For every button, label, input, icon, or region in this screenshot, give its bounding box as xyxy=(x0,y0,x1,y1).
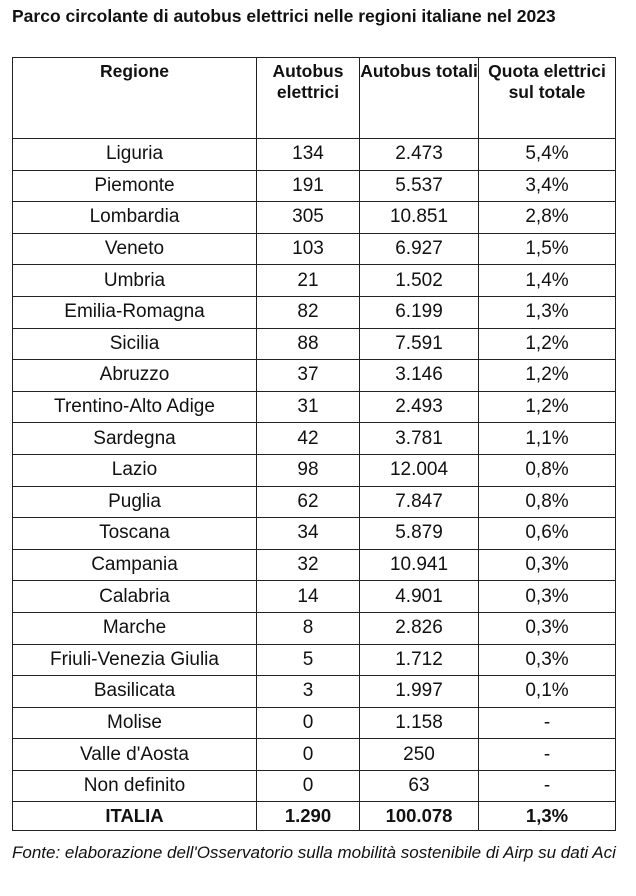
cell-region: Puglia xyxy=(13,486,257,518)
cell-electric: 32 xyxy=(257,549,360,581)
table-row xyxy=(13,139,616,171)
total-region: ITALIA xyxy=(13,802,257,831)
cell-share: 1,4% xyxy=(479,265,616,297)
cell-region: Campania xyxy=(13,549,257,581)
page-title: Parco circolante di autobus elettrici nelle regioni italiane nel 2023 xyxy=(12,6,556,26)
table-row xyxy=(13,739,616,771)
cell-total: 6.927 xyxy=(360,233,479,265)
cell-electric: 82 xyxy=(257,296,360,328)
cell-share: 3,4% xyxy=(479,170,616,202)
cell-region: Abruzzo xyxy=(13,360,257,392)
cell-region: Basilicata xyxy=(13,676,257,708)
cell-share: 0,3% xyxy=(479,612,616,644)
cell-total: 1.997 xyxy=(360,676,479,708)
cell-electric: 88 xyxy=(257,328,360,360)
cell-region: Toscana xyxy=(13,518,257,550)
cell-share: 0,3% xyxy=(479,549,616,581)
table-body xyxy=(13,139,616,802)
cell-electric: 134 xyxy=(257,139,360,171)
cell-region: Umbria xyxy=(13,265,257,297)
table-row xyxy=(13,518,616,550)
cell-region: Piemonte xyxy=(13,170,257,202)
cell-total: 5.537 xyxy=(360,170,479,202)
cell-region: Emilia-Romagna xyxy=(13,296,257,328)
total-electric: 1.290 xyxy=(257,802,360,831)
total-row xyxy=(13,802,616,831)
table-row xyxy=(13,486,616,518)
header-total-bus: Autobus totali xyxy=(360,58,479,139)
cell-region: Liguria xyxy=(13,139,257,171)
cell-region: Friuli-Venezia Giulia xyxy=(13,644,257,676)
cell-electric: 62 xyxy=(257,486,360,518)
source-note: Fonte: elaborazione dell'Osservatorio sulla mobilità sostenibile di Airp su dati Aci xyxy=(12,843,616,862)
cell-region: Veneto xyxy=(13,233,257,265)
table-header-row xyxy=(13,58,616,139)
cell-electric: 305 xyxy=(257,202,360,234)
cell-electric: 8 xyxy=(257,612,360,644)
cell-share: 0,8% xyxy=(479,486,616,518)
cell-electric: 3 xyxy=(257,676,360,708)
header-electric-bus: Autobus elettrici xyxy=(257,58,360,139)
cell-electric: 34 xyxy=(257,518,360,550)
table-row xyxy=(13,360,616,392)
cell-electric: 0 xyxy=(257,739,360,771)
cell-total: 1.502 xyxy=(360,265,479,297)
cell-share: 2,8% xyxy=(479,202,616,234)
electric-bus-table xyxy=(12,57,616,831)
cell-region: Molise xyxy=(13,707,257,739)
cell-electric: 0 xyxy=(257,770,360,802)
table-row xyxy=(13,328,616,360)
cell-total: 3.146 xyxy=(360,360,479,392)
cell-region: Trentino-Alto Adige xyxy=(13,391,257,423)
cell-share: 1,3% xyxy=(479,296,616,328)
cell-electric: 31 xyxy=(257,391,360,423)
cell-region: Valle d'Aosta xyxy=(13,739,257,771)
cell-total: 2.473 xyxy=(360,139,479,171)
table-row xyxy=(13,202,616,234)
total-total: 100.078 xyxy=(360,802,479,831)
cell-total: 5.879 xyxy=(360,518,479,550)
cell-total: 63 xyxy=(360,770,479,802)
table-row xyxy=(13,707,616,739)
cell-share: 1,2% xyxy=(479,391,616,423)
cell-share: 0,3% xyxy=(479,644,616,676)
cell-share: - xyxy=(479,707,616,739)
table-row xyxy=(13,423,616,455)
cell-share: - xyxy=(479,739,616,771)
cell-total: 1.158 xyxy=(360,707,479,739)
cell-share: 1,2% xyxy=(479,328,616,360)
cell-region: Lombardia xyxy=(13,202,257,234)
cell-total: 7.591 xyxy=(360,328,479,360)
table-row xyxy=(13,770,616,802)
table-row xyxy=(13,233,616,265)
cell-electric: 42 xyxy=(257,423,360,455)
cell-region: Non definito xyxy=(13,770,257,802)
cell-region: Calabria xyxy=(13,581,257,613)
table-row xyxy=(13,265,616,297)
header-share: Quota elettrici sul totale xyxy=(479,58,616,139)
table-row xyxy=(13,296,616,328)
table-row xyxy=(13,549,616,581)
table-row xyxy=(13,454,616,486)
cell-region: Sardegna xyxy=(13,423,257,455)
cell-total: 2.493 xyxy=(360,391,479,423)
cell-total: 10.851 xyxy=(360,202,479,234)
cell-region: Lazio xyxy=(13,454,257,486)
cell-share: 1,5% xyxy=(479,233,616,265)
cell-share: 0,6% xyxy=(479,518,616,550)
header-region: Regione xyxy=(13,58,257,139)
cell-region: Marche xyxy=(13,612,257,644)
cell-electric: 37 xyxy=(257,360,360,392)
table-row xyxy=(13,170,616,202)
cell-total: 1.712 xyxy=(360,644,479,676)
cell-total: 12.004 xyxy=(360,454,479,486)
cell-electric: 103 xyxy=(257,233,360,265)
cell-region: Sicilia xyxy=(13,328,257,360)
table-row xyxy=(13,676,616,708)
table-row xyxy=(13,581,616,613)
cell-share: - xyxy=(479,770,616,802)
table-row xyxy=(13,612,616,644)
cell-total: 3.781 xyxy=(360,423,479,455)
total-share: 1,3% xyxy=(479,802,616,831)
cell-share: 0,1% xyxy=(479,676,616,708)
cell-total: 7.847 xyxy=(360,486,479,518)
cell-total: 6.199 xyxy=(360,296,479,328)
cell-electric: 191 xyxy=(257,170,360,202)
cell-electric: 14 xyxy=(257,581,360,613)
cell-total: 2.826 xyxy=(360,612,479,644)
cell-electric: 21 xyxy=(257,265,360,297)
cell-electric: 5 xyxy=(257,644,360,676)
table-row xyxy=(13,644,616,676)
cell-share: 5,4% xyxy=(479,139,616,171)
cell-share: 0,3% xyxy=(479,581,616,613)
cell-share: 0,8% xyxy=(479,454,616,486)
cell-total: 10.941 xyxy=(360,549,479,581)
table-row xyxy=(13,391,616,423)
cell-electric: 0 xyxy=(257,707,360,739)
cell-share: 1,1% xyxy=(479,423,616,455)
cell-electric: 98 xyxy=(257,454,360,486)
cell-total: 4.901 xyxy=(360,581,479,613)
cell-total: 250 xyxy=(360,739,479,771)
cell-share: 1,2% xyxy=(479,360,616,392)
